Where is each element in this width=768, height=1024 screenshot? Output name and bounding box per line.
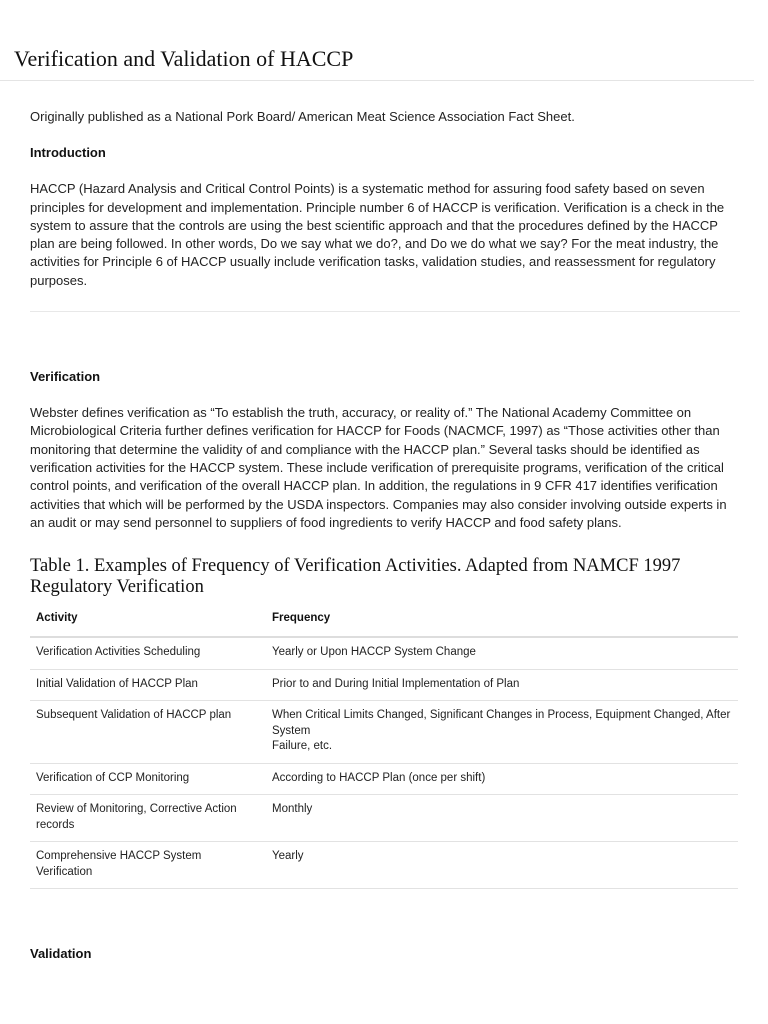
frequency-cell bbox=[266, 701, 738, 764]
frequency-text: When Critical Limits Changed, Significant Changes in Process, Equipment Changed, After System bbox=[272, 709, 731, 737]
introduction-paragraph: HACCP (Hazard Analysis and Critical Control Points) is a systematic method for assuring food safety based on seven principles for development and implementation. Principle number 6 of HACCP is verification. Verification is a check in the system to assure that the controls are using the best scientific approach and that the procedures defined by the HACCP plan are being followed. In other words, Do we say what we do?, and Do we do what we say? For the meat industry, the activities for Principle 6 of HACCP usually include verification tasks, validation studies, and reassessment for regulatory purposes. bbox=[30, 181, 725, 288]
frequency-cell bbox=[266, 763, 738, 795]
table-row bbox=[30, 842, 738, 889]
verification-frequency-table bbox=[30, 606, 738, 889]
table-row bbox=[30, 795, 738, 842]
activity-cell: Initial Validation of HACCP Plan bbox=[30, 669, 266, 701]
validation-heading: Validation bbox=[30, 946, 92, 962]
table-title: Table 1. Examples of Frequency of Verification Activities. Adapted from NAMCF 1997 Regulatory Verification bbox=[30, 556, 681, 598]
page-title: Verification and Validation of HACCP bbox=[14, 46, 354, 71]
introduction-heading: Introduction bbox=[30, 145, 106, 161]
activity-cell: Verification of CCP Monitoring bbox=[30, 763, 266, 795]
activity-cell: Comprehensive HACCP System Verification bbox=[30, 842, 266, 889]
column-header-activity: Activity bbox=[30, 606, 266, 637]
column-header-frequency: Frequency bbox=[266, 606, 738, 637]
frequency-text: Yearly bbox=[272, 850, 304, 863]
verification-heading: Verification bbox=[30, 369, 101, 385]
frequency-cell bbox=[266, 637, 738, 669]
table-row bbox=[30, 701, 738, 764]
frequency-cell bbox=[266, 842, 738, 889]
frequency-cell bbox=[266, 795, 738, 842]
table-row bbox=[30, 763, 738, 795]
table-row bbox=[30, 637, 738, 669]
title-divider bbox=[0, 80, 754, 81]
activity-cell: Review of Monitoring, Corrective Action records bbox=[30, 795, 266, 842]
frequency-text: According to HACCP Plan (once per shift) bbox=[272, 771, 486, 784]
frequency-text: Failure, etc. bbox=[272, 740, 333, 753]
frequency-text: Prior to and During Initial Implementation of Plan bbox=[272, 677, 520, 690]
article-body bbox=[30, 108, 742, 963]
frequency-cell bbox=[266, 669, 738, 701]
frequency-text: Monthly bbox=[272, 803, 313, 816]
frequency-text: Yearly or Upon HACCP System Change bbox=[272, 646, 476, 659]
table-row bbox=[30, 669, 738, 701]
activity-cell: Subsequent Validation of HACCP plan bbox=[30, 701, 266, 764]
activity-cell: Verification Activities Scheduling bbox=[30, 637, 266, 669]
verification-paragraph: Webster defines verification as “To establish the truth, accuracy, or reality of.” The National Academy Committee on Microbiological Criteria further defines verification for HACCP for Foods (NACMCF, 1997) as “Those activities other than monitoring that determine the validity of and compliance with the HACCP plan.” Several tasks should be identified as verification activities for the HACCP system. These include verification of prerequisite programs, verification of the critical control points, and verification of the overall HACCP plan. In addition, the regulations in 9 CFR 417 identifies verification activities that which will be performed by the USDA inspectors. Companies may also consider involving outside experts in an audit or may send personnel to suppliers of food ingredients to verify HACCP and food safety plans. bbox=[30, 405, 727, 530]
source-note: Originally published as a National Pork Board/ American Meat Science Association Fact Sheet. bbox=[30, 109, 575, 124]
table-header-row bbox=[30, 606, 738, 637]
